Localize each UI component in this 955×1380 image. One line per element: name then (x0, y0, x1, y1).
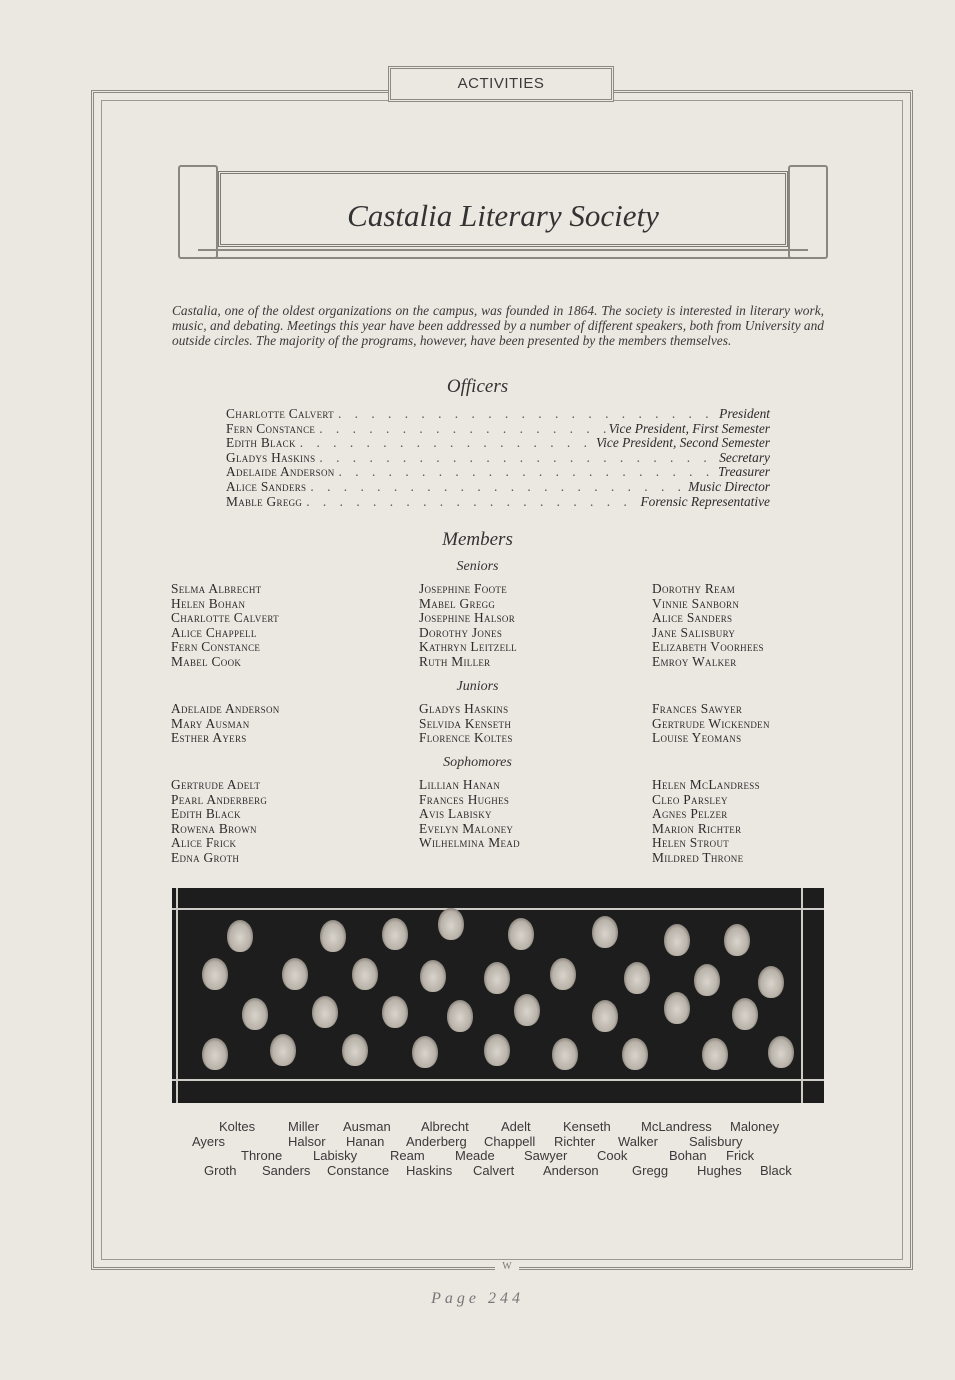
photo-face (732, 998, 758, 1030)
member-name: Edith Black (171, 806, 241, 822)
photo-face (202, 958, 228, 990)
section-header: ACTIVITIES (388, 66, 614, 102)
photo-face (592, 916, 618, 948)
footer-emblem: W (495, 1262, 519, 1272)
member-name: Helen Strout (652, 835, 730, 851)
dot-leader (335, 465, 719, 480)
member-name: Mabel Gregg (419, 595, 496, 611)
caption-name: Sawyer (524, 1148, 568, 1164)
member-name: Louise Yeomans (652, 730, 742, 746)
scroll-title-box (218, 171, 788, 247)
caption-name: Sanders (262, 1162, 311, 1178)
sophomores-column-3 (652, 778, 760, 866)
caption-name: Labisky (313, 1148, 358, 1164)
officer-name: Gladys Haskins (226, 449, 316, 465)
page-number: Page 244 (431, 1290, 524, 1307)
title-scroll-banner (178, 165, 828, 265)
caption-name: Anderberg (406, 1133, 467, 1149)
intro-paragraph: Castalia, one of the oldest organizations on the campus, was founded in 1864. The society is interested in literary work, music, and debating. Meetings this year have been addressed by a number of different speakers, both from University and outside circles. The majority of the programs, however, have been presented by the members themselves. (172, 303, 824, 348)
caption-name: Halsor (288, 1133, 326, 1149)
member-name: Mabel Cook (171, 653, 242, 669)
officer-row (226, 451, 770, 466)
seniors-column-1 (171, 582, 279, 670)
page-title: Castalia Literary Society (347, 198, 659, 233)
caption-name: Ayers (192, 1133, 225, 1149)
group-photograph (172, 888, 824, 1103)
caption-name: Anderson (543, 1162, 599, 1178)
member-name: Edna Groth (171, 849, 240, 865)
photo-face (484, 962, 510, 994)
photo-face (342, 1034, 368, 1066)
photo-frame-line (172, 908, 824, 910)
member-name: Frances Sawyer (652, 701, 743, 716)
member-name: Alice Frick (171, 835, 237, 851)
caption-name: Richter (554, 1133, 596, 1149)
member-name: Marion Richter (652, 820, 742, 836)
dot-leader (334, 407, 719, 422)
dot-leader (302, 495, 640, 510)
photo-face (312, 996, 338, 1028)
caption-row (172, 1135, 824, 1150)
member-name: Elizabeth Voorhees (652, 639, 764, 655)
photo-face (320, 920, 346, 952)
photo-face (270, 1034, 296, 1066)
photo-face (724, 924, 750, 956)
member-name: Adelaide Anderson (171, 701, 280, 716)
photo-face (382, 996, 408, 1028)
member-name: Josephine Halsor (419, 610, 516, 626)
officer-row (226, 422, 770, 437)
caption-row (172, 1164, 824, 1179)
dot-leader (296, 436, 596, 451)
officers-heading: Officers (446, 376, 509, 397)
officer-row (226, 436, 770, 451)
caption-name: Groth (204, 1162, 237, 1178)
photo-face (758, 966, 784, 998)
officer-role: President (719, 406, 770, 421)
member-name: Esther Ayers (171, 730, 247, 746)
dot-leader (315, 422, 608, 437)
photo-face (227, 920, 253, 952)
member-name: Alice Chappell (171, 624, 257, 640)
member-name: Selvida Kenseth (419, 715, 512, 731)
photo-frame-line (801, 888, 803, 1103)
member-name: Mary Ausman (171, 715, 250, 731)
scroll-right-curl (788, 165, 828, 259)
member-name: Gertrude Adelt (171, 777, 261, 792)
photo-face (438, 908, 464, 940)
members-heading: Members (442, 529, 513, 550)
member-name: Avis Labisky (419, 806, 492, 822)
member-name: Josephine Foote (419, 581, 508, 596)
caption-name: Miller (288, 1119, 320, 1134)
caption-row (172, 1149, 824, 1164)
officer-row (226, 480, 770, 495)
caption-name: McLandress (641, 1119, 712, 1134)
caption-name: Kenseth (563, 1119, 611, 1134)
photo-face (624, 962, 650, 994)
member-name: Alice Sanders (652, 610, 733, 626)
photo-face (664, 992, 690, 1024)
dot-leader (306, 480, 688, 495)
photo-face (694, 964, 720, 996)
photo-face (514, 994, 540, 1026)
sophomores-column-2 (419, 778, 520, 851)
caption-name: Koltes (219, 1119, 256, 1134)
member-name: Lillian Hanan (419, 777, 501, 792)
officer-role: Secretary (719, 449, 770, 465)
caption-name: Meade (455, 1148, 495, 1164)
caption-name: Salisbury (689, 1133, 743, 1149)
caption-name: Adelt (501, 1119, 531, 1134)
member-name: Vinnie Sanborn (652, 595, 740, 611)
officer-name: Alice Sanders (226, 478, 307, 494)
juniors-heading: Juniors (456, 679, 499, 694)
caption-name: Hughes (697, 1162, 742, 1178)
officer-name: Charlotte Calvert (226, 406, 334, 421)
caption-name: Cook (597, 1148, 628, 1164)
member-name: Frances Hughes (419, 791, 510, 807)
member-name: Fern Constance (171, 639, 261, 655)
seniors-heading: Seniors (456, 559, 499, 574)
juniors-column-2 (419, 702, 513, 746)
sophomores-column-1 (171, 778, 267, 866)
seniors-column-2 (419, 582, 517, 670)
member-name: Wilhelmina Mead (419, 835, 520, 851)
photo-face (382, 918, 408, 950)
member-name: Helen McLandress (652, 777, 760, 792)
member-name: Helen Bohan (171, 595, 246, 611)
member-name: Emroy Walker (652, 653, 737, 669)
photo-face (550, 958, 576, 990)
photo-face (508, 918, 534, 950)
photo-face (202, 1038, 228, 1070)
member-name: Ruth Miller (419, 653, 491, 669)
caption-name: Ausman (343, 1119, 391, 1134)
photo-face (664, 924, 690, 956)
photo-face (702, 1038, 728, 1070)
photo-face (282, 958, 308, 990)
photo-caption-block (172, 1120, 824, 1178)
caption-row (172, 1120, 824, 1135)
seniors-column-3 (652, 582, 764, 670)
officer-name: Edith Black (226, 435, 296, 451)
caption-name: Albrecht (421, 1119, 469, 1134)
photo-face (447, 1000, 473, 1032)
caption-name: Frick (726, 1148, 755, 1164)
member-name: Dorothy Jones (419, 624, 503, 640)
member-name: Dorothy Ream (652, 581, 736, 596)
member-name: Pearl Anderberg (171, 791, 268, 807)
photo-face (420, 960, 446, 992)
caption-name: Maloney (730, 1119, 780, 1134)
caption-name: Hanan (346, 1133, 385, 1149)
caption-name: Gregg (632, 1162, 669, 1178)
member-name: Kathryn Leitzell (419, 639, 517, 655)
caption-name: Walker (618, 1133, 658, 1149)
officer-name: Mable Gregg (226, 493, 303, 509)
member-name: Cleo Parsley (652, 791, 728, 807)
photo-face (592, 1000, 618, 1032)
caption-name: Calvert (473, 1162, 515, 1178)
officer-row (226, 465, 770, 480)
member-name: Mildred Throne (652, 849, 744, 865)
officer-role: Forensic Representative (640, 493, 770, 509)
officer-role: Vice President, First Semester (608, 420, 770, 436)
photo-face (412, 1036, 438, 1068)
caption-name: Chappell (484, 1133, 536, 1149)
officer-row (226, 407, 770, 422)
officer-row (226, 495, 770, 510)
juniors-column-1 (171, 702, 280, 746)
officer-role: Treasurer (718, 464, 770, 480)
officer-role: Vice President, Second Semester (595, 435, 770, 451)
caption-name: Haskins (406, 1162, 453, 1178)
member-name: Rowena Brown (171, 820, 257, 836)
photo-face (352, 958, 378, 990)
officers-list (226, 407, 770, 509)
member-name: Jane Salisbury (652, 624, 736, 640)
caption-name: Bohan (669, 1148, 707, 1164)
photo-frame-line (176, 888, 178, 1103)
caption-name: Ream (390, 1148, 425, 1164)
juniors-column-3 (652, 702, 770, 746)
member-name: Gladys Haskins (419, 701, 509, 716)
officer-name: Fern Constance (226, 420, 316, 436)
photo-frame-line (172, 1079, 824, 1081)
member-name: Charlotte Calvert (171, 610, 279, 626)
photo-face (622, 1038, 648, 1070)
caption-name: Throne (241, 1148, 283, 1164)
caption-name: Constance (327, 1162, 390, 1178)
member-name: Gertrude Wickenden (652, 715, 770, 731)
photo-face (484, 1034, 510, 1066)
dot-leader (315, 451, 719, 466)
officer-name: Adelaide Anderson (226, 464, 335, 480)
scroll-left-curl (178, 165, 218, 259)
photo-face (768, 1036, 794, 1068)
member-name: Selma Albrecht (171, 581, 262, 596)
sophomores-heading: Sophomores (443, 755, 512, 770)
photo-face (242, 998, 268, 1030)
officer-role: Music Director (688, 478, 770, 494)
caption-name: Black (760, 1162, 792, 1178)
member-name: Agnes Pelzer (652, 806, 728, 822)
scroll-bottom-bar (198, 249, 808, 259)
photo-face (552, 1038, 578, 1070)
member-name: Evelyn Maloney (419, 820, 514, 836)
member-name: Florence Koltes (419, 730, 513, 746)
